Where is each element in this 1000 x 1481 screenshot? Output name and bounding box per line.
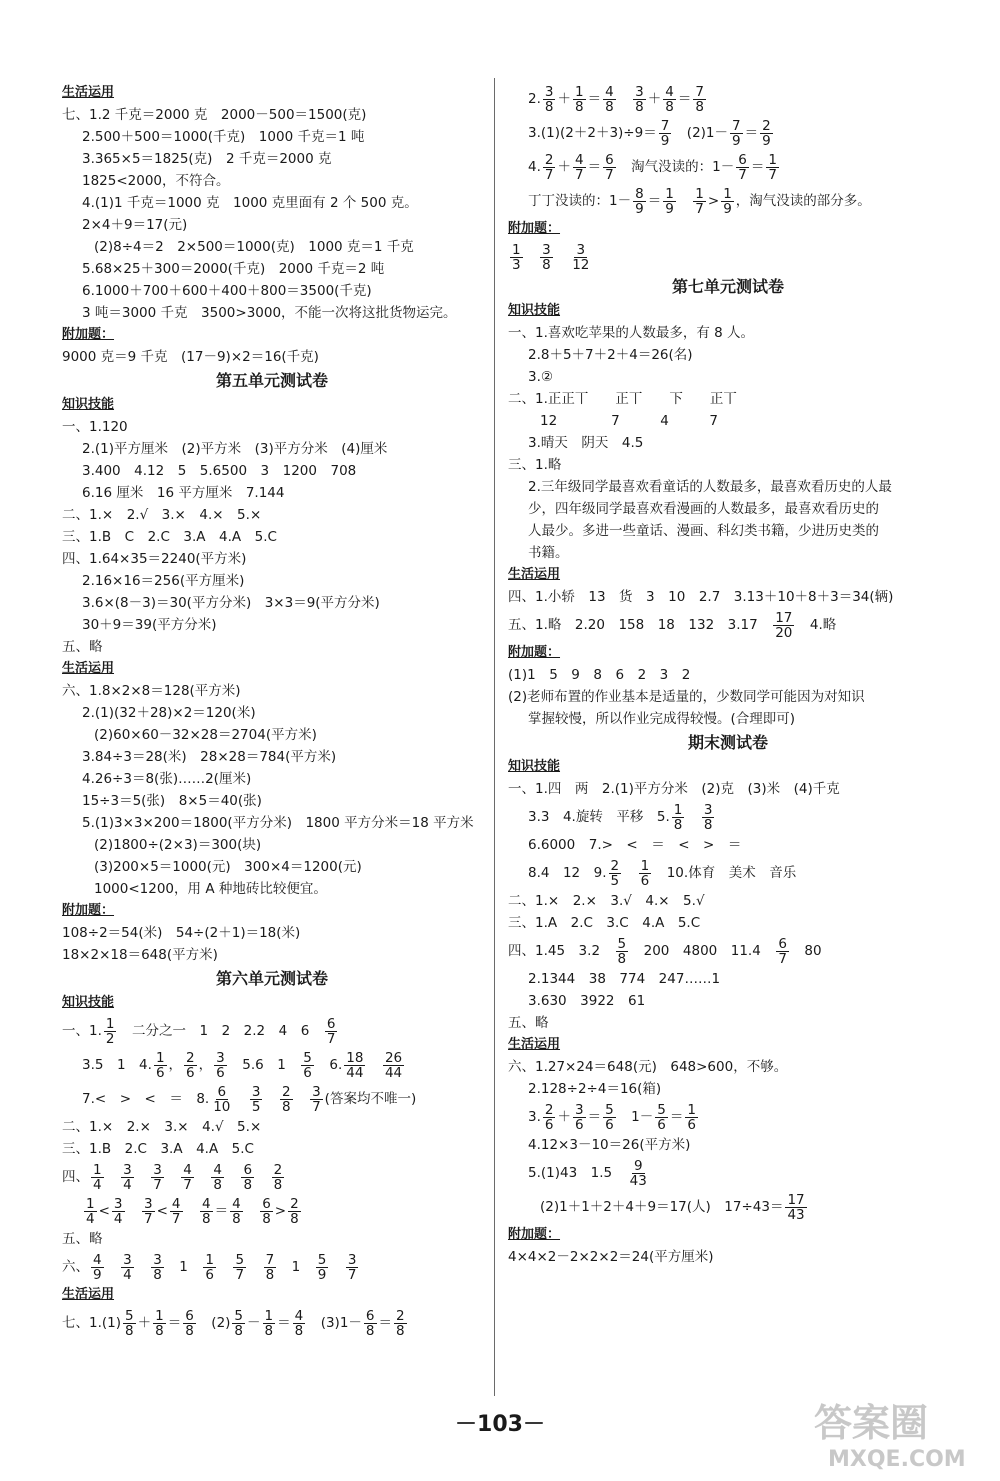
fraction: $\frac{3}{8}$	[542, 241, 551, 273]
fraction: $\frac{3}{8}$	[544, 83, 554, 115]
fraction: $\frac{3}{4}$	[123, 1251, 132, 1283]
left-column	[62, 82, 482, 1340]
answer-line: 少，四年级同学最喜欢看漫画的人数最多，最喜欢看历史的	[528, 501, 879, 517]
fraction: $\frac{3}{6}$	[574, 1101, 584, 1133]
fraction: $\frac{1}{4}$	[93, 1161, 102, 1193]
fraction: $\frac{3}{8}$	[635, 83, 644, 115]
fraction: $\frac{5}{6}$	[303, 1049, 312, 1081]
answer-line: 30＋9＝39(平方分米)	[82, 617, 217, 633]
answer-line: 3.6×(8－3)＝30(平方分米) 3×3＝9(平方分米)	[82, 595, 380, 611]
answer-line: 3.630 3922 61	[528, 993, 646, 1009]
fraction: $\frac{2}{8}$	[290, 1195, 299, 1227]
fraction: $\frac{3}{8}$	[703, 801, 713, 833]
fraction: $\frac{1}{8}$	[673, 801, 683, 833]
answer-line: 四、1.64×35＝2240(平方米)	[62, 551, 247, 567]
section-heading: 知识技能	[62, 995, 115, 1010]
fraction: $\frac{2}{8}$	[273, 1161, 283, 1193]
fraction: $\frac{6}{7}$	[605, 151, 614, 183]
answer-line: 3 吨＝3000 千克 3500>3000，不能一次将这批货物运完。	[82, 305, 457, 321]
fraction: $\frac{2}{6}$	[544, 1101, 554, 1133]
answer-line: 6.6000 7.> < ＝ < > ＝	[528, 837, 742, 853]
fraction: $\frac{2}{7}$	[544, 151, 554, 183]
answer-line: (2)8÷4＝2 2×500＝1000(克) 1000 克＝1 千克	[94, 239, 414, 255]
fraction: $\frac{4}{8}$	[605, 83, 614, 115]
answer-line: 五、略	[62, 639, 103, 655]
section-title: 第六单元测试卷	[215, 969, 328, 988]
fraction: $\frac{3}{4}$	[123, 1161, 132, 1193]
answer-line: 掌握较慢，所以作业完成得较慢。(合理即可)	[528, 711, 796, 727]
fraction: $\frac{6}{8}$	[262, 1195, 271, 1227]
fraction: $\frac{1}{3}$	[512, 241, 521, 273]
answer-line: 1825<2000，不符合。	[82, 173, 230, 189]
section-heading: 生活运用	[508, 1037, 561, 1052]
answer-line	[508, 240, 948, 274]
fraction: $\frac{1}{7}$	[768, 151, 777, 183]
answer-line: 五、1.略 2.20 158 18 132 3.17 $\frac{17}{20}$ 4.略	[508, 609, 837, 641]
answer-line: 六、 $\frac{4}{9}$ $\frac{3}{4}$ $\frac{3}{8}$ 1 $\frac{1}{6}$ $\frac{5}{7}$ $\frac{7}{8}$ 1 $\frac{5}{9}$ $\frac{3}{7}$	[62, 1251, 357, 1283]
answer-line: 2.500＋500＝1000(千克) 1000 千克＝1 吨	[82, 129, 365, 145]
answer-line: 18×2×18＝648(平方米)	[62, 947, 218, 963]
section-heading: 附加题：	[62, 327, 115, 342]
fraction: $\frac{1}{9}$	[665, 185, 674, 217]
fraction: $\frac{3}{7}$	[347, 1251, 357, 1283]
answer-line: 3.84÷3＝28(米) 28×28＝784(平方米)	[82, 749, 337, 765]
answer-line: 2.(1)(32＋28)×2＝120(米)	[82, 705, 256, 721]
answer-line: 三、1.B 2.C 3.A 4.A 5.C	[62, 1141, 254, 1157]
fraction: $\frac{5}{6}$	[657, 1101, 666, 1133]
right-column	[508, 82, 948, 1268]
fraction: $\frac{7}{9}$	[732, 117, 741, 149]
answer-line: 四、1.45 3.2 $\frac{5}{8}$ 200 4800 11.4 $\frac{6}{7}$ 80	[508, 935, 822, 967]
answer-line: 12 7 4 7	[540, 413, 718, 429]
answer-line: 六、1.8×2×8＝128(平方米)	[62, 683, 241, 699]
column-divider	[494, 78, 495, 1396]
answer-line: 三、1.略	[508, 457, 562, 473]
answer-line: 15÷3＝5(张) 8×5＝40(张)	[82, 793, 262, 809]
fraction: $\frac{2}{9}$	[762, 117, 771, 149]
section-heading: 知识技能	[508, 303, 561, 318]
answer-line: 108÷2＝54(米) 54÷(2＋1)＝18(米)	[62, 925, 301, 941]
answer-line: (2)60×60－32×28＝2704(平方米)	[94, 727, 317, 743]
section-heading: 附加题：	[62, 903, 115, 918]
answer-line: 一、1.120	[62, 419, 128, 435]
fraction: $\frac{3}{4}$	[113, 1195, 123, 1227]
answer-line: 三、1.B C 2.C 3.A 4.A 5.C	[62, 529, 277, 545]
fraction: $\frac{4}{8}$	[294, 1307, 304, 1339]
answer-line: 五、略	[508, 1015, 549, 1031]
answer-line: 2.128÷2÷4＝16(箱)	[528, 1081, 662, 1097]
fraction: $\frac{1}{8}$	[574, 83, 584, 115]
answer-line: 人最少。多进一些童话、漫画、科幻类书籍，少进历史类的	[528, 523, 879, 539]
answer-line: 七、1.2 千克＝2000 克 2000－500＝1500(克)	[62, 107, 367, 123]
watermark-url: MXQE.COM	[828, 1447, 966, 1472]
fraction: $\frac{1}{4}$	[86, 1195, 95, 1227]
fraction: $\frac{4}{9}$	[93, 1251, 102, 1283]
answer-line: 9000 克＝9 千克 (17－9)×2＝16(千克)	[62, 349, 319, 365]
fraction: $\frac{26}{44}$	[384, 1049, 403, 1081]
fraction: $\frac{6}{7}$	[778, 935, 787, 967]
fraction: $\frac{6}{10}$	[213, 1083, 231, 1115]
answer-line: 3.(1)(2＋2＋3)÷9＝ $\frac{7}{9}$ (2)1－ $\frac{7}{9}$ ＝ $\frac{2}{9}$	[528, 117, 771, 149]
answer-line: 1000<1200，用 A 种地砖比较便宜。	[94, 881, 327, 897]
answer-line: 四、1.小轿 13 货 3 10 2.7 3.13＋10＋8＋3＝34(辆)	[508, 589, 894, 605]
answer-line: 7.< > < ＝ 8. $\frac{6}{10}$ $\frac{3}{5}$ $\frac{2}{8}$ $\frac{3}{7}$ (答案均不唯一)	[82, 1083, 417, 1115]
fraction: $\frac{5}{6}$	[605, 1101, 614, 1133]
answer-line: 3.晴天 阴天 4.5	[528, 435, 644, 451]
answer-line: 3.400 4.12 5 5.6500 3 1200 708	[82, 463, 357, 479]
fraction: $\frac{2}{5}$	[610, 857, 620, 889]
section-heading: 附加题：	[508, 1227, 561, 1242]
answer-line: 4.(1)1 千克＝1000 克 1000 克里面有 2 个 500 克。	[82, 195, 418, 211]
answer-line: 一、1. $\frac{1}{2}$ 二分之一 1 2 2.2 4 6 $\frac{6}{7}$	[62, 1015, 336, 1047]
answer-line: 三、1.A 2.C 3.C 4.A 5.C	[508, 915, 701, 931]
fraction: $\frac{5}{9}$	[317, 1251, 327, 1283]
fraction: $\frac{2}{6}$	[186, 1049, 195, 1081]
answer-line: 3.②	[528, 369, 553, 385]
fraction: $\frac{4}{8}$	[213, 1161, 222, 1193]
fraction: $\frac{6}{8}$	[365, 1307, 375, 1339]
fraction: $\frac{4}{7}$	[171, 1195, 181, 1227]
answer-line: (2)1800÷(2×3)＝300(块)	[94, 837, 262, 853]
fraction: $\frac{7}{8}$	[265, 1251, 275, 1283]
answer-line: 2.16×16＝256(平方厘米)	[82, 573, 245, 589]
section-heading: 附加题：	[508, 645, 561, 660]
answer-line: 6.1000＋700＋600＋400＋800＝3500(千克)	[82, 283, 372, 299]
fraction: $\frac{3}{6}$	[216, 1049, 225, 1081]
answer-line: 5.(1)43 1.5 $\frac{9}{43}$	[528, 1157, 647, 1189]
answer-line: 一、1.四 两 2.(1)平方分米 (2)克 (3)米 (4)千克	[508, 781, 840, 797]
fraction: $\frac{1}{6}$	[640, 857, 650, 889]
section-heading: 生活运用	[62, 1287, 115, 1302]
fraction: $\frac{17}{43}$	[787, 1191, 805, 1223]
answer-line: 2.1344 38 774 247……1	[528, 971, 721, 987]
watermark-text: 答案圈	[814, 1401, 929, 1445]
fraction: $\frac{17}{20}$	[775, 609, 793, 641]
fraction: $\frac{1}{6}$	[205, 1251, 214, 1283]
watermark-logo	[806, 1392, 981, 1472]
answer-line: 2. $\frac{3}{8}$ ＋ $\frac{1}{8}$ ＝ $\frac{4}{8}$ $\frac{3}{8}$ ＋ $\frac{4}{8}$ ＝ $\frac{7}{8}$	[528, 83, 704, 115]
fraction: $\frac{6}{7}$	[326, 1015, 336, 1047]
fraction: $\frac{2}{8}$	[281, 1083, 291, 1115]
fraction: $\frac{1}{2}$	[105, 1015, 115, 1047]
answer-line: 二、1.× 2.× 3.√ 4.× 5.√	[508, 893, 705, 909]
fraction: $\frac{2}{8}$	[396, 1307, 405, 1339]
fraction: $\frac{1}{6}$	[687, 1101, 696, 1133]
fraction: $\frac{3}{8}$	[153, 1251, 162, 1283]
answer-line: 丁丁没读的：1－ $\frac{8}{9}$ ＝ $\frac{1}{9}$ $\frac{1}{7}$ > $\frac{1}{9}$ ，淘气没读的部分多。	[528, 185, 871, 217]
fraction: $\frac{6}{8}$	[185, 1307, 194, 1339]
fraction: $\frac{5}{8}$	[125, 1307, 134, 1339]
answer-line: 六、1.27×24＝648(元) 648>600，不够。	[508, 1059, 788, 1075]
answer-line: 2.三年级同学最喜欢看童话的人数最多，最喜欢看历史的人最	[528, 479, 892, 495]
answer-line: 3.365×5＝1825(克) 2 千克＝2000 克	[82, 151, 332, 167]
answer-line: 二、1.× 2.√ 3.× 4.× 5.×	[62, 507, 262, 523]
answer-line: 3.5 1 4. $\frac{1}{6}$ ， $\frac{2}{6}$ ， $\frac{3}{6}$ 5.6 1 $\frac{5}{6}$ 6. $\frac{18}{44}$ $\frac{26}{44}$	[82, 1049, 403, 1081]
fraction: $\frac{6}{7}$	[738, 151, 747, 183]
section-heading: 知识技能	[508, 759, 561, 774]
fraction: $\frac{4}{8}$	[232, 1195, 241, 1227]
fraction: $\frac{3}{12}$	[572, 241, 590, 273]
fraction: $\frac{1}{7}$	[695, 185, 704, 217]
answer-line: 二、1.× 2.× 3.× 4.√ 5.×	[62, 1119, 262, 1135]
fraction: $\frac{1}{6}$	[155, 1049, 165, 1081]
fraction: $\frac{1}{8}$	[155, 1307, 164, 1339]
answer-line: 5.68×25＋300＝2000(千克) 2000 千克＝2 吨	[82, 261, 385, 277]
answer-line: 2.(1)平方厘米 (2)平方米 (3)平方分米 (4)厘米	[82, 441, 388, 457]
answer-line: $\frac{1}{4}$ < $\frac{3}{4}$ $\frac{3}{7}$ < $\frac{4}{7}$ $\frac{4}{8}$ ＝ $\frac{4}{8}$ $\frac{6}{8}$ > $\frac{2}{8}$	[86, 1195, 299, 1227]
answer-line: 4.26÷3＝8(张)……2(厘米)	[82, 771, 252, 787]
section-heading: 知识技能	[62, 397, 115, 412]
section-heading: 附加题：	[508, 221, 561, 236]
answer-line: 四、 $\frac{1}{4}$ $\frac{3}{4}$ $\frac{3}{7}$ $\frac{4}{7}$ $\frac{4}{8}$ $\frac{6}{8}$ $\frac{2}{8}$	[62, 1161, 283, 1193]
answer-line: 2×4＋9＝17(元)	[82, 217, 188, 233]
answer-line: (2)1＋1＋2＋4＋9＝17(人) 17÷43＝ $\frac{17}{43}$	[540, 1191, 805, 1223]
section-heading: 生活运用	[62, 85, 115, 100]
fraction: $\frac{1}{8}$	[264, 1307, 274, 1339]
fraction: $\frac{5}{8}$	[234, 1307, 244, 1339]
fraction: $\frac{3}{7}$	[312, 1083, 321, 1115]
answer-line: 2.8＋5＋7＋2＋4＝26(名)	[528, 347, 693, 363]
section-heading: 生活运用	[508, 567, 561, 582]
answer-line: 5.(1)3×3×200＝1800(平方分米) 1800 平方分米＝18 平方米	[82, 815, 474, 831]
section-title: 第七单元测试卷	[671, 277, 784, 296]
answer-line: 二、1.正正丅 正丅 下 正丅	[508, 391, 737, 407]
answer-line: 3. $\frac{2}{6}$ ＋ $\frac{3}{6}$ ＝ $\frac{5}{6}$ 1－ $\frac{5}{6}$ ＝ $\frac{1}{6}$	[528, 1101, 696, 1133]
answer-line: (2)老师布置的作业基本是适量的，少数同学可能因为对知识	[508, 689, 865, 705]
answer-line: 七、1.(1) $\frac{5}{8}$ ＋ $\frac{1}{8}$ ＝ $\frac{6}{8}$ (2) $\frac{5}{8}$ － $\frac{1}{8}$ ＝ $\frac{4}{8}$ (3)1－ $\frac{6}{8}$ ＝ $\frac{2}{8}$	[62, 1307, 405, 1339]
fraction: $\frac{4}{8}$	[202, 1195, 211, 1227]
fraction: $\frac{4}{7}$	[183, 1161, 192, 1193]
answer-line: 6.16 厘米 16 平方厘米 7.144	[82, 485, 285, 501]
fraction: $\frac{8}{9}$	[635, 185, 644, 217]
section-heading: 生活运用	[62, 661, 115, 676]
fraction: $\frac{9}{43}$	[629, 1157, 647, 1189]
fraction: $\frac{7}{8}$	[695, 83, 704, 115]
fraction: $\frac{1}{9}$	[723, 185, 732, 217]
section-title: 期末测试卷	[687, 733, 768, 752]
answer-line: 书籍。	[528, 545, 569, 561]
answer-line: 4.12×3－10＝26(平方米)	[528, 1137, 691, 1153]
answer-line: 3.3 4.旋转 平移 5. $\frac{1}{8}$ $\frac{3}{8}$	[528, 801, 713, 833]
answer-line: 一、1.喜欢吃苹果的人数最多，有 8 人。	[508, 325, 755, 341]
answer-line: 4×4×2－2×2×2＝24(平方厘米)	[508, 1249, 714, 1265]
answer-line: 4. $\frac{2}{7}$ ＋ $\frac{4}{7}$ ＝ $\frac{6}{7}$ 淘气没读的：1－ $\frac{6}{7}$ ＝ $\frac{1}{7}$	[528, 151, 777, 183]
section-title: 第五单元测试卷	[215, 371, 328, 390]
fraction: $\frac{4}{7}$	[574, 151, 584, 183]
answer-line: (1)1 5 9 8 6 2 3 2	[508, 667, 691, 683]
answer-line: 五、略	[62, 1231, 103, 1247]
fraction: $\frac{5}{8}$	[617, 935, 627, 967]
fraction: $\frac{18}{44}$	[346, 1049, 364, 1081]
fraction: $\frac{3}{5}$	[251, 1083, 261, 1115]
fraction: $\frac{3}{7}$	[153, 1161, 162, 1193]
fraction: $\frac{4}{8}$	[665, 83, 674, 115]
page-number: －103－	[455, 1412, 545, 1437]
answer-line: (3)200×5＝1000(元) 300×4＝1200(元)	[94, 859, 362, 875]
fraction: $\frac{5}{7}$	[235, 1251, 245, 1283]
fraction: $\frac{6}{8}$	[243, 1161, 253, 1193]
answer-line: 8.4 12 9. $\frac{2}{5}$ $\frac{1}{6}$ 10.体育 美术 音乐	[528, 857, 797, 889]
fraction: $\frac{3}{7}$	[144, 1195, 153, 1227]
fraction: $\frac{7}{9}$	[660, 117, 670, 149]
